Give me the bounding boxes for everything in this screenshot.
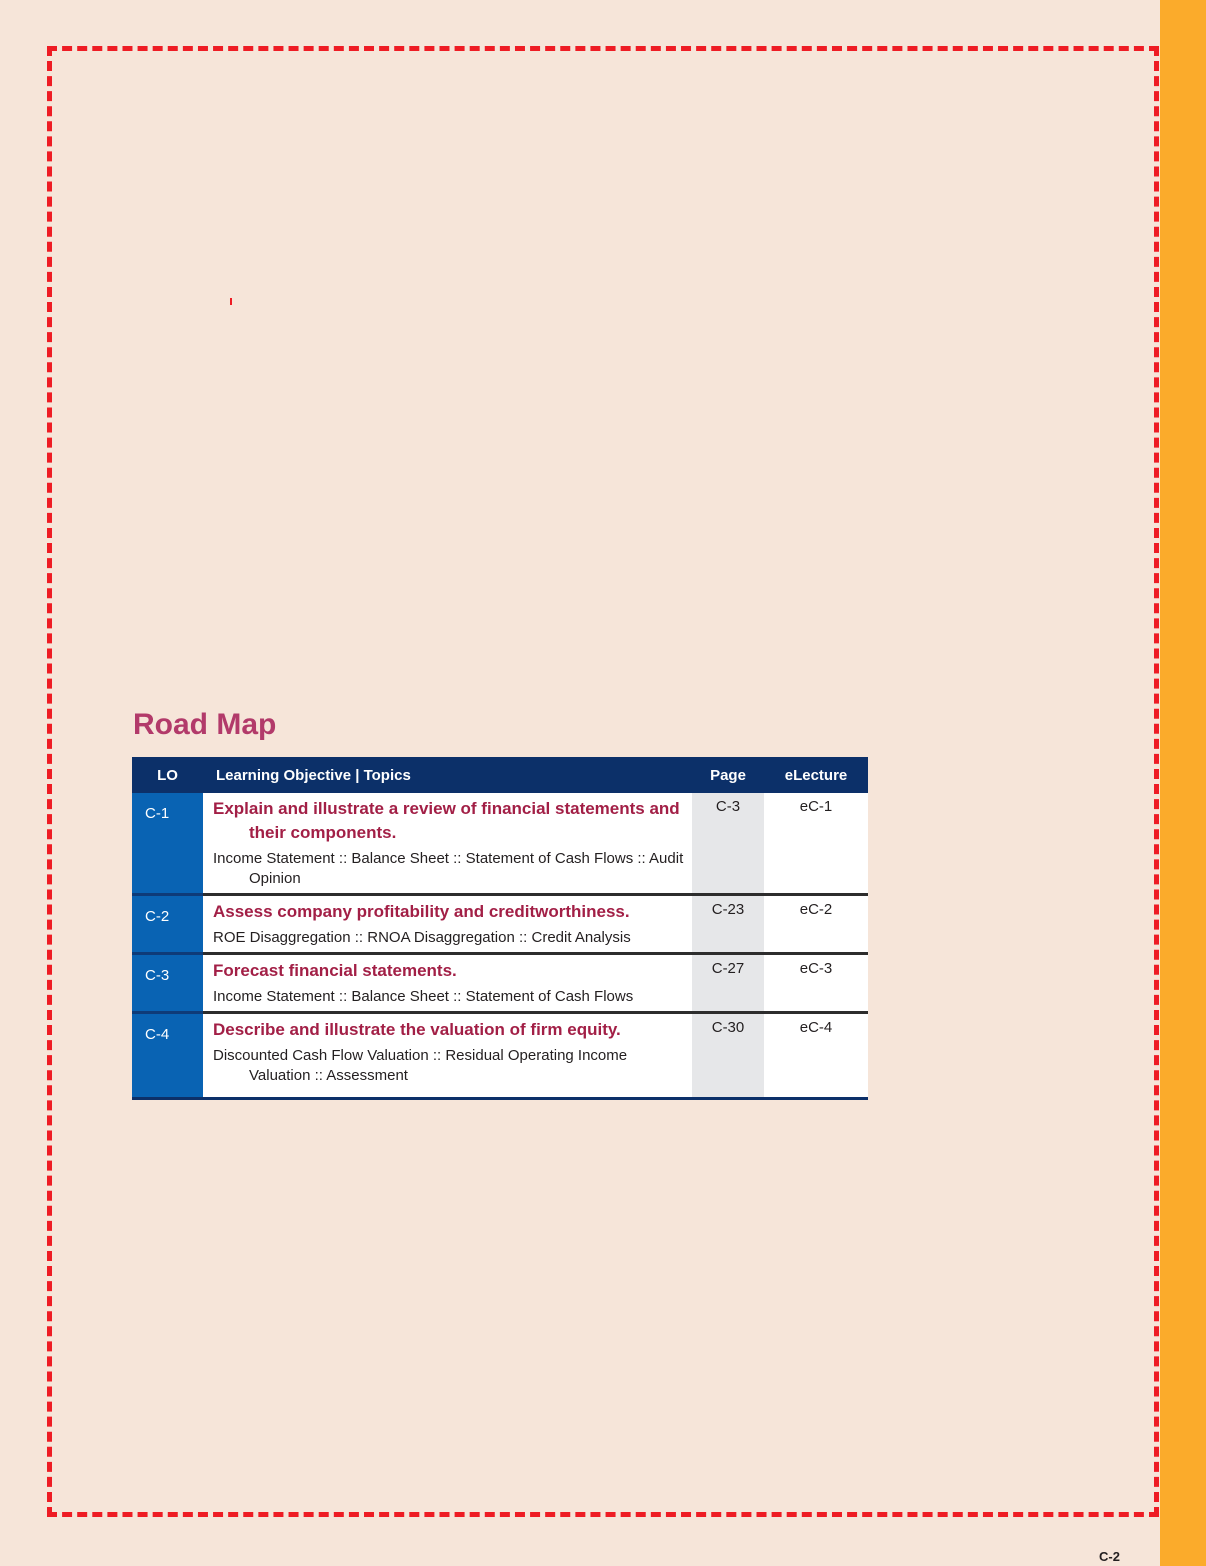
table-row	[132, 1013, 868, 1099]
lo-code: C-3	[132, 954, 203, 1013]
objective-title: Assess company profitability and creditworthiness.	[213, 902, 630, 921]
header-page: Page	[692, 757, 764, 793]
electure-reference: eC-4	[764, 1013, 868, 1099]
header-lo: LO	[132, 757, 203, 793]
road-map-table	[132, 757, 868, 1100]
objective-topics: Income Statement :: Balance Sheet :: Statement of Cash Flows	[213, 988, 634, 1005]
objective-cell	[203, 954, 692, 1013]
table-row	[132, 793, 868, 895]
objective-topics: Income Statement :: Balance Sheet :: Statement of Cash Flows :: Audit Opinion	[213, 850, 684, 887]
page-number: C-2	[1099, 1549, 1120, 1564]
page-reference: C-3	[692, 793, 764, 895]
objective-cell	[203, 793, 692, 895]
lo-code: C-1	[132, 793, 203, 895]
table-header-row	[132, 757, 868, 793]
section-title: Road Map	[133, 708, 277, 741]
header-electure: eLecture	[764, 757, 868, 793]
page-reference: C-30	[692, 1013, 764, 1099]
side-color-bar	[1160, 0, 1206, 1566]
page-reference: C-27	[692, 954, 764, 1013]
electure-reference: eC-1	[764, 793, 868, 895]
table-row	[132, 895, 868, 954]
objective-topics: Discounted Cash Flow Valuation :: Residual Operating Income Valuation :: Assessment	[213, 1047, 628, 1084]
objective-topics: ROE Disaggregation :: RNOA Disaggregation :: Credit Analysis	[213, 929, 631, 946]
lo-code: C-4	[132, 1013, 203, 1099]
objective-title: Explain and illustrate a review of financial statements and their components.	[213, 799, 680, 842]
electure-reference: eC-3	[764, 954, 868, 1013]
objective-cell	[203, 1013, 692, 1099]
objective-title: Describe and illustrate the valuation of firm equity.	[213, 1020, 621, 1039]
objective-cell	[203, 895, 692, 954]
lo-code: C-2	[132, 895, 203, 954]
page-reference: C-23	[692, 895, 764, 954]
crop-tick-mark	[230, 298, 232, 305]
electure-reference: eC-2	[764, 895, 868, 954]
header-objective: Learning Objective | Topics	[203, 757, 692, 793]
objective-title: Forecast financial statements.	[213, 961, 457, 980]
table-row	[132, 954, 868, 1013]
